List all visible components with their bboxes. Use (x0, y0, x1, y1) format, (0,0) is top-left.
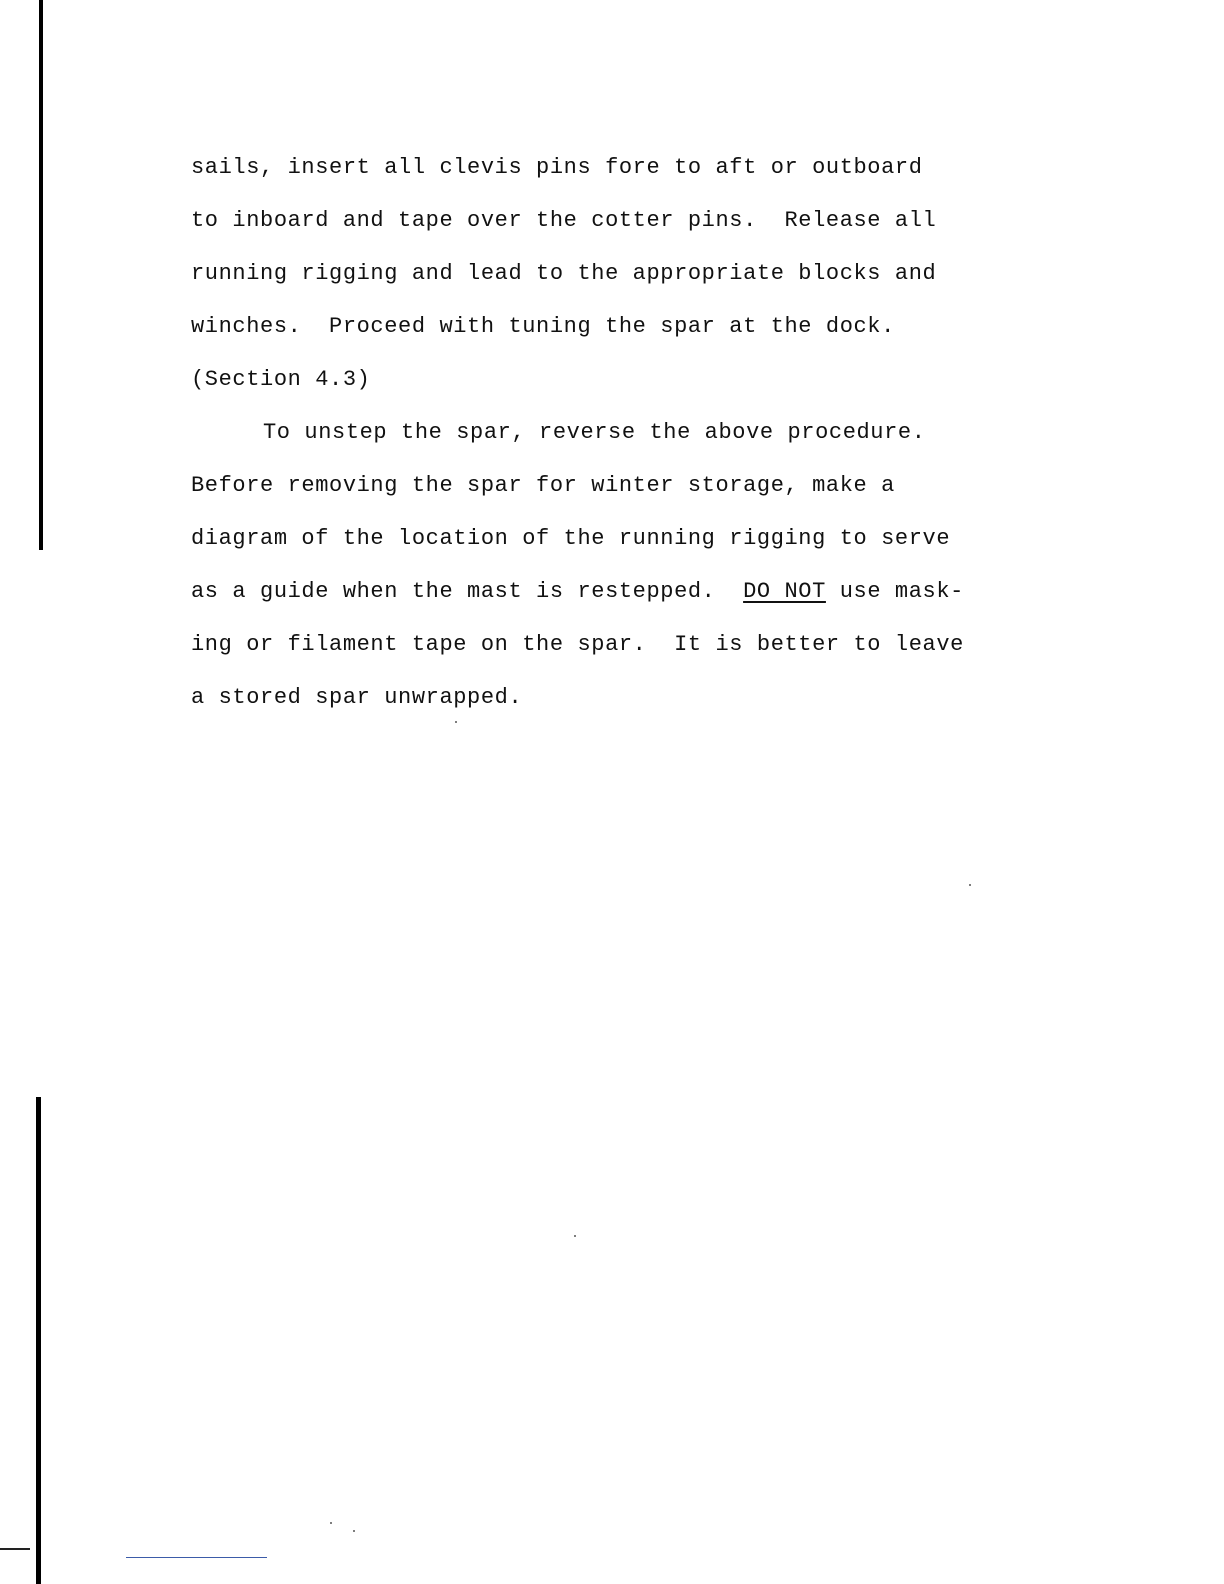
scan-speck (330, 1522, 332, 1524)
margin-change-bar-top (39, 0, 43, 550)
text-line: winches. Proceed with tuning the spar at the dock. (191, 314, 895, 339)
text-line: diagram of the location of the running rigging to serve (191, 526, 951, 551)
text-segment: use mask- (825, 579, 964, 604)
text-segment: as a guide when the mast is restepped. (191, 579, 744, 604)
scan-speck (353, 1530, 355, 1532)
section-reference: (Section 4.3) (191, 367, 371, 392)
text-line: Before removing the spar for winter storage, make a (191, 473, 895, 498)
text-line: sails, insert all clevis pins fore to aft or outboard (191, 155, 923, 180)
scan-speck (574, 1235, 576, 1237)
margin-change-bar-bottom (36, 1097, 41, 1584)
scan-speck (455, 721, 457, 723)
body-text (191, 145, 1031, 728)
text-line: ing or filament tape on the spar. It is better to leave (191, 632, 964, 657)
emphasis-do-not: DO NOT (743, 579, 826, 604)
text-line: a stored spar unwrapped. (191, 685, 523, 710)
text-line-with-emphasis (191, 569, 1031, 622)
text-line: to inboard and tape over the cotter pins. Release all (191, 208, 937, 233)
paragraph-2-first-line: To unstep the spar, reverse the above procedure. (263, 420, 926, 445)
footnote-rule (126, 1557, 267, 1558)
scan-speck (969, 884, 971, 886)
margin-tick-mark (0, 1548, 30, 1550)
text-line: running rigging and lead to the appropriate blocks and (191, 261, 937, 286)
